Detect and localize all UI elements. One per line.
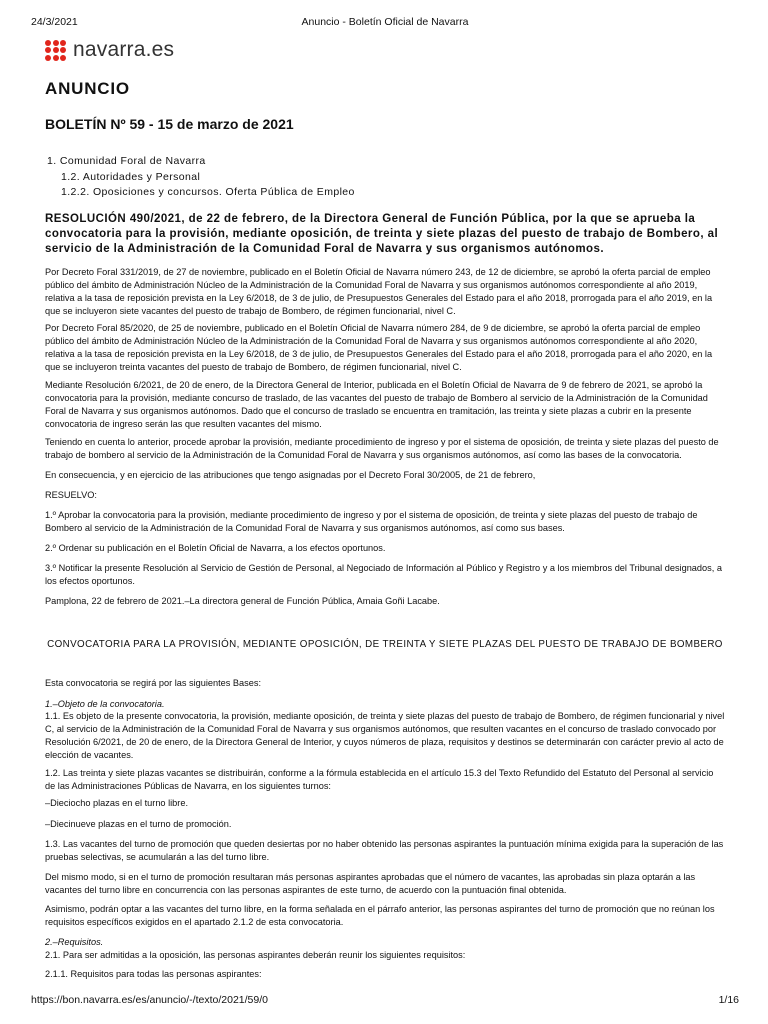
base-1-2: 1.2. Las treinta y siete plazas vacantes se distribuirán, conforme a la fórmula establecida en el artículo 15.3 del Texto Refundido del Estatuto del Personal al servicio de las Administraciones Públicas de Navarra, en los siguientes turnos: bbox=[45, 768, 714, 791]
body-paragraph-5: En consecuencia, y en ejercicio de las atribuciones que tengo asignadas por el Decreto Foral 30/2005, de 21 de febrero, bbox=[45, 470, 536, 480]
navarra-dots-logo-icon bbox=[45, 40, 66, 61]
resolution-title: RESOLUCIÓN 490/2021, de 22 de febrero, de la Directora General de Función Pública, por la que se aprueba la convocatoria para la provisión, mediante oposición, de treinta y siete plazas del puesto de trabajo de Bombero, al servicio de la Administración de la Comunidad Foral de Navarra y sus organismos autónomos. bbox=[45, 213, 719, 255]
base-1-1: 1.1. Es objeto de la presente convocatoria, la provisión, mediante oposición, de treinta y siete plazas del puesto de trabajo de Bombero, de régimen funcionarial y nivel C, al servicio de la Administración de la Comunidad Foral de Navarra y sus organismos autónomos, que resulten vacantes en el concurso de traslado convocado por Resolución 6/2021, de 20 de enero, de la Directora General de Interior, y cuyos números de plaza, requisitos y destinos se determinarán con carácter previo al acto de elección de vacantes. bbox=[45, 711, 725, 760]
base-2-heading: 2.–Requisitos. bbox=[45, 937, 104, 947]
base-1-3-continued: Del mismo modo, si en el turno de promoción resultaran más personas aspirantes aprobadas que el número de vacantes, las aprobadas sin plaza optarán a las vacantes del turno libre en concurrencia con las personas aspirantes de este turno, de acuerdo con la puntuación final obtenida. bbox=[45, 872, 696, 895]
print-page-title: Anuncio - Boletín Oficial de Navarra bbox=[301, 16, 469, 28]
base-2-1-1: 2.1.1. Requisitos para todas las personas aspirantes: bbox=[45, 969, 262, 979]
base-1-heading: 1.–Objeto de la convocatoria. bbox=[45, 699, 165, 709]
resolution-point-1: 1.º Aprobar la convocatoria para la provisión, mediante procedimiento de ingreso y por el sistema de oposición, de treinta y siete plazas del puesto de trabajo de Bombero al servicio de la Administración de la Comunidad Foral de Navarra y sus organismos autónomos, así como sus bases. bbox=[45, 510, 698, 533]
section-level3: 1.2.2. Oposiciones y concursos. Oferta Pública de Empleo bbox=[61, 186, 355, 198]
resuelvo-label: RESUELVO: bbox=[45, 490, 97, 500]
body-paragraph-3: Mediante Resolución 6/2021, de 20 de enero, de la Directora General de Interior, publicada en el Boletín Oficial de Navarra de 9 de febrero de 2021, se aprobó la convocatoria para la provisión, mediante concurso de traslado, de las vacantes del puesto de trabajo de Bombero al servicio de la Administración de la Comunidad Foral de Navarra y sus organismos autónomos. Dado que el concurso de traslado se encuentra en tramitación, las treinta y siete plazas a cubrir en la presente convocatoria de ingreso serán las que resulten vacantes del mismo. bbox=[45, 380, 708, 429]
base-1-3: 1.3. Las vacantes del turno de promoción que queden desiertas por no haber obtenido las personas aspirantes la puntuación mínima exigida para la superación de las pruebas selectivas, se acumularán a las del turno libre. bbox=[45, 839, 724, 862]
page-number: 1/16 bbox=[718, 994, 739, 1006]
bases-intro: Esta convocatoria se regirá por las siguientes Bases: bbox=[45, 678, 262, 688]
turno-promocion-item: –Diecinueve plazas en el turno de promoción. bbox=[45, 819, 232, 829]
base-1-3-additional: Asimismo, podrán optar a las vacantes del turno libre, en la forma señalada en el párrafo anterior, las personas aspirantes del turno de promoción que no reúnan los requisitos específicos exigidos en el apartado 2.1.2 de esta convocatoria. bbox=[45, 904, 715, 927]
section-level1: 1. Comunidad Foral de Navarra bbox=[47, 155, 206, 167]
body-paragraph-1: Por Decreto Foral 331/2019, de 27 de noviembre, publicado en el Boletín Oficial de Navarra número 243, de 12 de diciembre, se aprobó la oferta parcial de empleo público del ámbito de Administración Núcleo de la Administración de la Comunidad Foral de Navarra y sus organismos autónomos correspondiente al año 2019, relativa a la tasa de reposición prevista en la Ley 6/2018, de 3 de julio, de Presupuestos Generales del Estado para el año 2018, prorrogada para el año 2019, en la que se incluyeron siete vacantes del puesto de trabajo de Bombero, de régimen funcionarial, nivel C. bbox=[45, 267, 713, 316]
print-date: 24/3/2021 bbox=[31, 16, 78, 28]
logo-text: navarra.es bbox=[73, 38, 175, 61]
body-paragraph-4: Teniendo en cuenta lo anterior, procede aprobar la provisión, mediante procedimiento de ingreso y por el sistema de oposición, de treinta y siete plazas del puesto de trabajo de bombero al servicio de la Administración de la Comunidad Foral de Navarra y sus organismos autónomos, así como las bases de la convocatoria. bbox=[45, 437, 719, 460]
body-paragraph-2: Por Decreto Foral 85/2020, de 25 de noviembre, publicado en el Boletín Oficial de Navarra número 284, de 9 de diciembre, se aprobó la oferta parcial de empleo público del ámbito de Administración Núcleo de la Administración de la Comunidad Foral de Navarra y sus organismos autónomos correspondiente al año 2020, relativa a la tasa de reposición prevista en la Ley 6/2018, de 3 de julio, de Presupuestos Generales del Estado para el año 2018, prorrogada para el año 2020, en la que se incluyeron treinta vacantes del puesto de trabajo de Bombero, de régimen funcionarial, nivel C. bbox=[45, 323, 713, 372]
section-level2: 1.2. Autoridades y Personal bbox=[61, 171, 201, 183]
page-title: ANUNCIO bbox=[45, 79, 130, 98]
turno-libre-item: –Dieciocho plazas en el turno libre. bbox=[45, 798, 188, 808]
base-2-1: 2.1. Para ser admitidas a la oposición, las personas aspirantes deberán reunir los siguientes requisitos: bbox=[45, 950, 466, 960]
navarra-logo[interactable] bbox=[45, 39, 174, 61]
signature-line: Pamplona, 22 de febrero de 2021.–La directora general de Función Pública, Amaia Goñi Lacabe. bbox=[45, 596, 440, 606]
bulletin-heading: BOLETÍN Nº 59 - 15 de marzo de 2021 bbox=[45, 116, 294, 132]
resolution-point-2: 2.º Ordenar su publicación en el Boletín Oficial de Navarra, a los efectos oportunos. bbox=[45, 543, 386, 553]
print-footer bbox=[31, 994, 739, 1008]
print-url: https://bon.navarra.es/es/anuncio/-/texto/2021/59/0 bbox=[31, 994, 268, 1006]
convocatoria-title: CONVOCATORIA PARA LA PROVISIÓN, MEDIANTE OPOSICIÓN, DE TREINTA Y SIETE PLAZAS DEL PUESTO DE TRABAJO DE BOMBERO bbox=[47, 639, 723, 650]
resolution-point-3: 3.º Notificar la presente Resolución al Servicio de Gestión de Personal, al Negociado de Información al Público y Registro y a los miembros del Tribunal designados, a los efectos oportunos. bbox=[45, 563, 722, 586]
print-header bbox=[31, 16, 739, 30]
